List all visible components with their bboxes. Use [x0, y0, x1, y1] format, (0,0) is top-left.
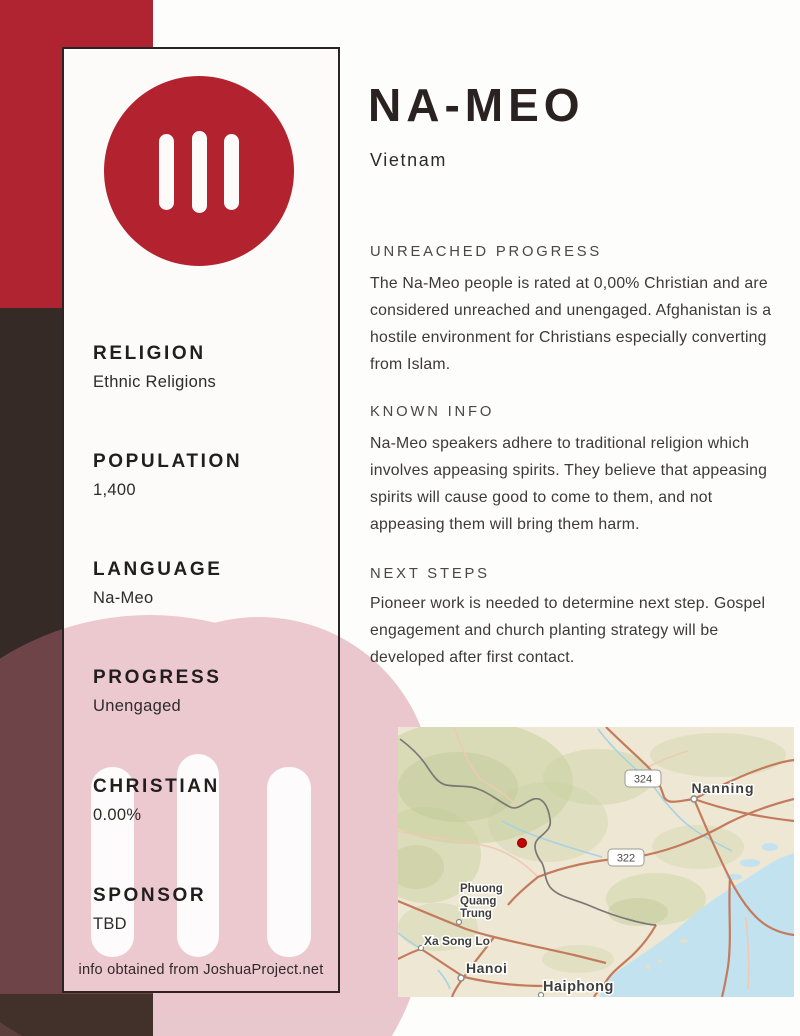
- stat-label: SPONSOR: [93, 885, 207, 906]
- map-label-haiphong: Haiphong: [543, 979, 614, 995]
- dark-footer-block: [0, 994, 153, 1036]
- logo-bars-icon: [192, 131, 207, 213]
- stat-value: 1,400: [93, 481, 136, 499]
- section-body-known-info: Na-Meo speakers adhere to traditional religion which involves appeasing spirits. They believe that appeasing spirits will cause good to come to them, and not appeasing them will bring them harm.: [370, 435, 768, 533]
- stat-language: [93, 559, 223, 608]
- map-label-hanoi: Hanoi: [466, 960, 508, 976]
- route-badge-324: [625, 770, 661, 787]
- stat-value: Unengaged: [93, 697, 182, 715]
- stat-value: Na-Meo: [93, 589, 154, 607]
- route-badge-label: 322: [616, 852, 636, 865]
- map-label-nanning: Nanning: [691, 780, 755, 796]
- stat-label: RELIGION: [93, 343, 206, 364]
- section-heading-known-info: KNOWN INFO: [370, 404, 495, 420]
- section-body-unreached-progress: The Na-Meo people is rated at 0,00% Christian and are considered unreached and unengaged. Afghanistan is a hostile environment for Christians especially converting from Islam.: [370, 275, 772, 373]
- map-label-pqt-3: Trung: [460, 908, 492, 920]
- city-dot-nanning: [691, 796, 697, 802]
- stat-label: PROGRESS: [93, 667, 222, 688]
- section-heading-next-steps: NEXT STEPS: [370, 566, 490, 582]
- city-dot-phuong-quang-trung: [457, 920, 462, 925]
- map-label-pqt-1: Phuong: [460, 883, 503, 895]
- map-label-xa-song-lo: Xa Song Lo: [424, 934, 490, 948]
- map-image: [398, 727, 794, 997]
- location-map: [398, 727, 794, 997]
- stat-label: POPULATION: [93, 451, 243, 472]
- stat-label: LANGUAGE: [93, 559, 223, 580]
- decor-bar-3: [267, 767, 311, 957]
- stat-population: [93, 451, 242, 500]
- stat-sponsor: [93, 885, 206, 934]
- map-label-pqt-2: Quang: [460, 895, 497, 908]
- logo-bars-icon: [224, 134, 239, 210]
- section-heading-unreached-progress: UNREACHED PROGRESS: [370, 244, 603, 260]
- page-title: NA-MEO: [368, 79, 585, 131]
- attribution-text: info obtained from JoshuaProject.net: [78, 962, 324, 978]
- page-subtitle: Vietnam: [370, 150, 447, 170]
- stat-progress: [93, 667, 222, 716]
- stat-value: TBD: [93, 915, 127, 933]
- people-location-marker: [518, 839, 527, 848]
- stat-label: CHRISTIAN: [93, 776, 220, 797]
- stat-value: Ethnic Religions: [93, 373, 217, 391]
- section-body-next-steps: Pioneer work is needed to determine next step. Gospel engagement and church planting strategy will be developed after first contact.: [370, 595, 766, 666]
- route-badge-label: 324: [633, 773, 653, 786]
- city-dot-hanoi: [458, 975, 464, 981]
- stats-card: [62, 47, 340, 993]
- logo-bars-icon: [159, 134, 174, 210]
- stat-christian: [93, 776, 220, 825]
- joshua-project-logo: [104, 76, 294, 266]
- stat-religion: [93, 343, 216, 392]
- stat-value: 0.00%: [93, 806, 142, 824]
- route-badge-322: [608, 849, 644, 866]
- city-dot-xa-song-lo: [419, 946, 424, 951]
